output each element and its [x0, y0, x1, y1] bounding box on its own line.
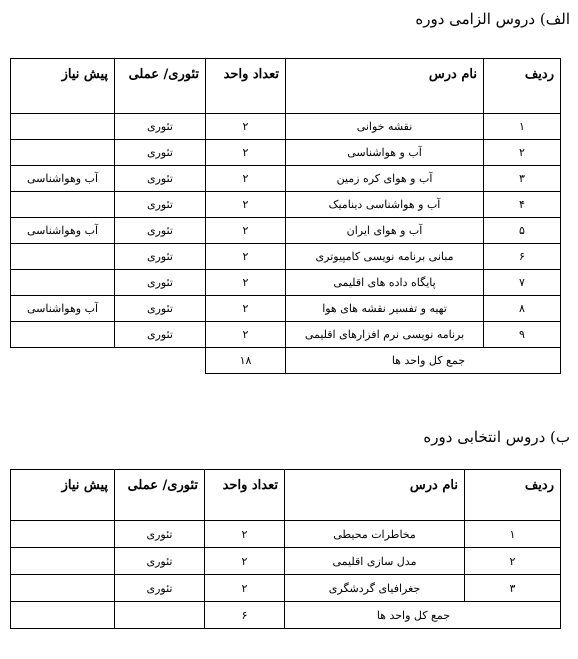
header-prerequisite: پیش نیاز	[11, 59, 115, 114]
prereq-value	[11, 575, 115, 602]
type-value: تئوری	[115, 521, 205, 548]
course-name: آب و هوای ایران	[286, 218, 484, 244]
type-value: تئوری	[115, 244, 206, 270]
table-row	[11, 322, 561, 348]
header-prerequisite: پیش نیاز	[11, 470, 115, 521]
row-number: ۷	[484, 270, 561, 296]
course-name: برنامه نویسی نرم افزارهای اقلیمی	[286, 322, 484, 348]
units-value: ۲	[206, 296, 286, 322]
prereq-value	[11, 270, 115, 296]
prereq-value	[11, 140, 115, 166]
row-number: ۴	[484, 192, 561, 218]
prereq-value	[11, 521, 115, 548]
type-value: تئوری	[115, 114, 206, 140]
course-name: مبانی برنامه نویسی کامپیوتری	[286, 244, 484, 270]
header-type: تئوری/ عملی	[115, 470, 205, 521]
total-units-value: ۶	[205, 602, 285, 629]
total-label: جمع کل واحد ها	[286, 348, 561, 374]
table-row	[11, 218, 561, 244]
units-value: ۲	[206, 140, 286, 166]
row-number: ۲	[484, 140, 561, 166]
units-value: ۲	[206, 270, 286, 296]
table-row	[11, 140, 561, 166]
empty-cell	[115, 602, 205, 629]
table-row	[11, 548, 561, 575]
row-number: ۹	[484, 322, 561, 348]
section-a-title: الف) دروس الزامی دوره	[415, 10, 570, 28]
header-row-number: ردیف	[465, 470, 561, 521]
course-name: مخاطرات محیطی	[285, 521, 465, 548]
empty-cell	[11, 348, 115, 374]
units-value: ۲	[206, 218, 286, 244]
prereq-value	[11, 244, 115, 270]
course-name: جغرافیای گردشگری	[285, 575, 465, 602]
type-value: تئوری	[115, 218, 206, 244]
type-value: تئوری	[115, 296, 206, 322]
course-name: آب و هوای کره زمین	[286, 166, 484, 192]
row-number: ۵	[484, 218, 561, 244]
header-row-number: ردیف	[484, 59, 561, 114]
table-header-row	[11, 59, 561, 114]
type-value: تئوری	[115, 322, 206, 348]
units-value: ۲	[205, 521, 285, 548]
row-number: ۶	[484, 244, 561, 270]
course-name: آب و هواشناسی دینامیک	[286, 192, 484, 218]
prereq-value	[11, 548, 115, 575]
type-value: تئوری	[115, 192, 206, 218]
type-value: تئوری	[115, 166, 206, 192]
empty-cell	[11, 602, 115, 629]
table-row	[11, 296, 561, 322]
header-type: تئوری/ عملی	[115, 59, 206, 114]
course-name: تهیه و تفسیر نقشه های هوا	[286, 296, 484, 322]
header-units: تعداد واحد	[206, 59, 286, 114]
table-header-row	[11, 470, 561, 521]
units-value: ۲	[206, 166, 286, 192]
type-value: تئوری	[115, 270, 206, 296]
section-b-title: ب) دروس انتخابی دوره	[423, 428, 570, 446]
course-name: نقشه خوانی	[286, 114, 484, 140]
table-row	[11, 575, 561, 602]
header-course-name: نام درس	[286, 59, 484, 114]
type-value: تئوری	[115, 575, 205, 602]
prereq-value	[11, 114, 115, 140]
table-row	[11, 270, 561, 296]
course-name: آب و هواشناسی	[286, 140, 484, 166]
prereq-value: آب وهواشناسی	[11, 296, 115, 322]
course-name: مدل سازی اقلیمی	[285, 548, 465, 575]
table-row	[11, 166, 561, 192]
row-number: ۳	[484, 166, 561, 192]
row-number: ۲	[465, 548, 561, 575]
course-name: پایگاه داده های اقلیمی	[286, 270, 484, 296]
row-number: ۳	[465, 575, 561, 602]
units-value: ۲	[205, 575, 285, 602]
table-row	[11, 192, 561, 218]
prereq-value: آب وهواشناسی	[11, 166, 115, 192]
units-value: ۲	[206, 192, 286, 218]
units-value: ۲	[205, 548, 285, 575]
table-row	[11, 114, 561, 140]
prereq-value	[11, 192, 115, 218]
table-total-row	[11, 602, 561, 629]
prereq-value: آب وهواشناسی	[11, 218, 115, 244]
empty-cell	[115, 348, 206, 374]
header-units: تعداد واحد	[205, 470, 285, 521]
table-total-row	[11, 348, 561, 374]
table-row	[11, 244, 561, 270]
table-row	[11, 521, 561, 548]
header-course-name: نام درس	[285, 470, 465, 521]
elective-courses-table	[10, 469, 561, 629]
units-value: ۲	[206, 114, 286, 140]
type-value: تئوری	[115, 548, 205, 575]
type-value: تئوری	[115, 140, 206, 166]
total-label: جمع کل واحد ها	[285, 602, 561, 629]
row-number: ۱	[465, 521, 561, 548]
row-number: ۱	[484, 114, 561, 140]
prereq-value	[11, 322, 115, 348]
units-value: ۲	[206, 244, 286, 270]
total-units-value: ۱۸	[206, 348, 286, 374]
units-value: ۲	[206, 322, 286, 348]
required-courses-table	[10, 58, 561, 374]
row-number: ۸	[484, 296, 561, 322]
